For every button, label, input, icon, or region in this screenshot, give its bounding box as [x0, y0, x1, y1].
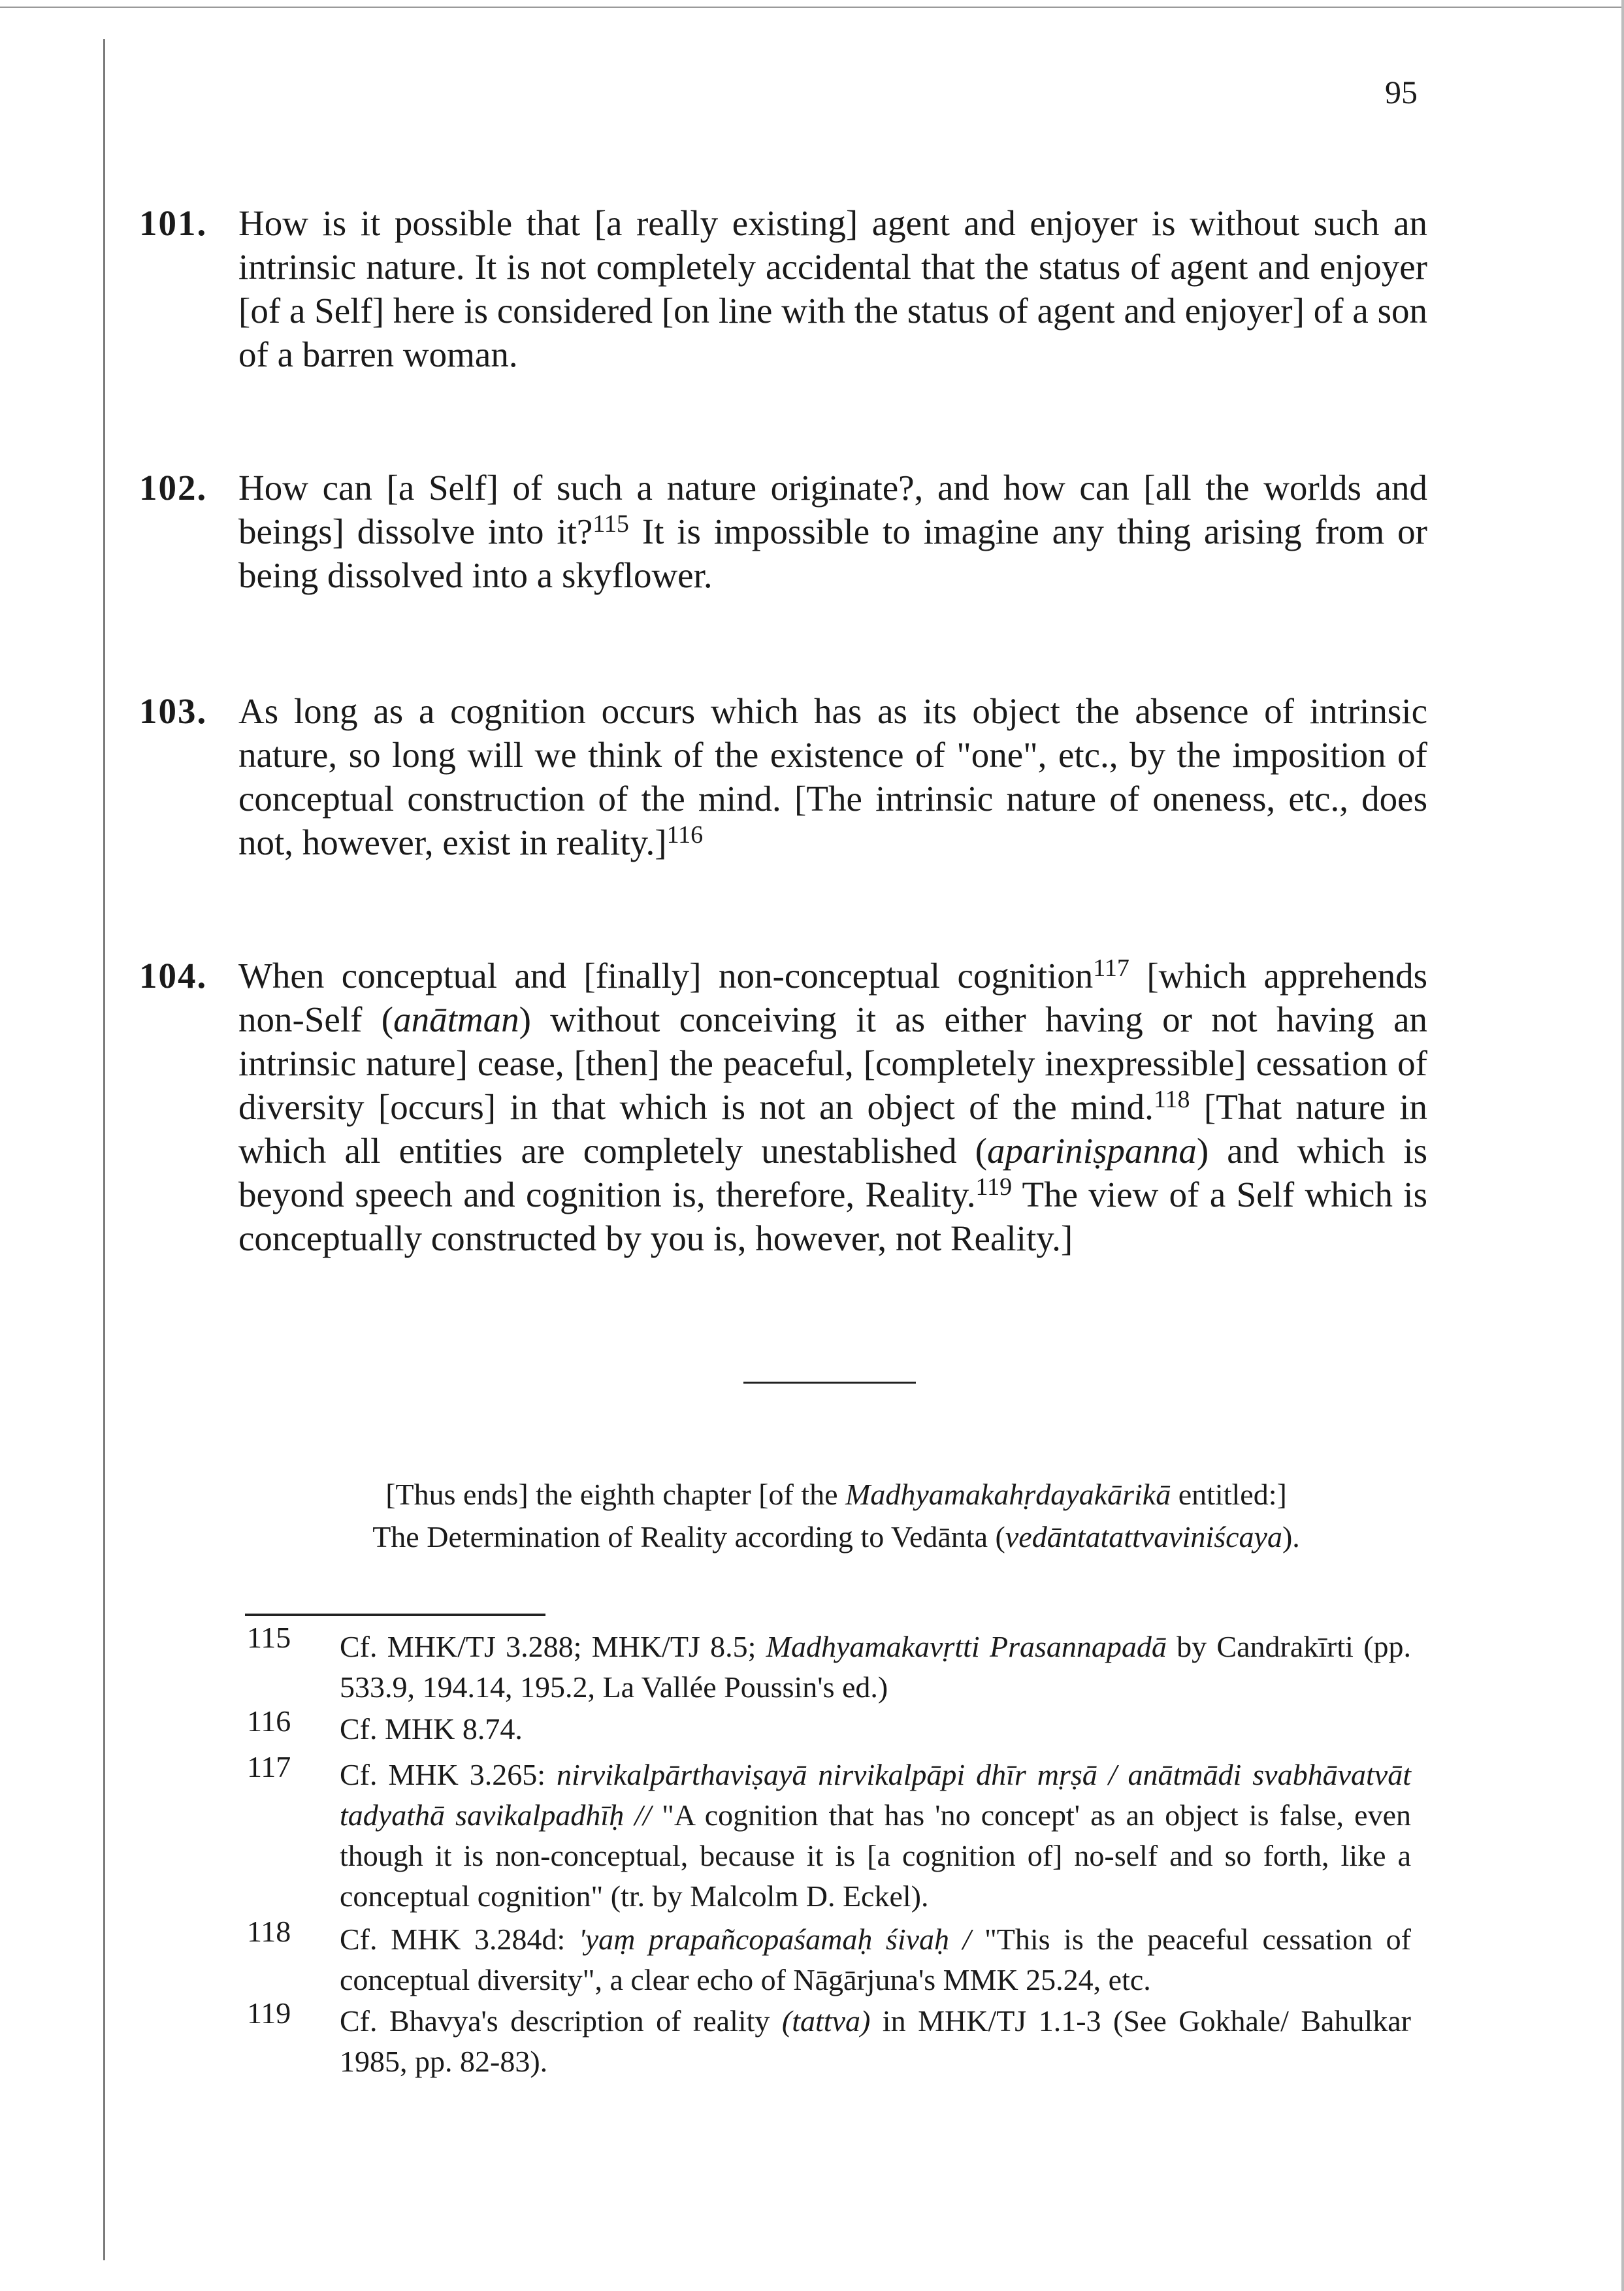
footnote-rule [245, 1614, 545, 1616]
verse-101 [139, 201, 1427, 376]
verse-104 [139, 954, 1428, 1260]
footnote-text: Cf. MHK 8.74. [340, 1712, 523, 1746]
scan-left-edge [103, 39, 105, 2260]
colophon-text: The Determination of Reality according to Vedānta ( [372, 1520, 1005, 1553]
footnote-number: 115 [247, 1621, 291, 1654]
colophon-line-2 [248, 1516, 1424, 1559]
footnote-number: 116 [247, 1704, 291, 1738]
footnote-ref-118: 118 [1153, 1086, 1190, 1113]
footnote-number: 119 [247, 1996, 291, 2030]
footnote-ref-117: 117 [1093, 954, 1129, 982]
verse-text: The view of a Self which is conceptually constructed by you is, however, not Reality.] [238, 1175, 1427, 1258]
verse-102 [139, 466, 1427, 597]
verse-text: It is impossible to imagine any thing arising from or being dissolved into a skyflower. [238, 512, 1427, 595]
verse-text: When conceptual and [finally] non-conceptual cognition [238, 956, 1094, 996]
footnote-number: 118 [247, 1915, 291, 1948]
page-number: 95 [1385, 74, 1418, 110]
footnote-text: Cf. MHK 3.265: [340, 1758, 557, 1791]
footnote-ref-115: 115 [593, 510, 629, 538]
sanskrit-term: apariniṣpanna [987, 1131, 1197, 1171]
scan-right-edge [1621, 0, 1624, 2291]
section-separator [743, 1382, 916, 1384]
footnote-ref-119: 119 [975, 1173, 1013, 1201]
colophon-text: ). [1282, 1520, 1300, 1553]
footnote-119 [340, 2001, 1411, 2082]
footnote-text: by Candrakīrti (pp. 533.9, 194.14, 195.2, La Vallée Poussin's ed.) [340, 1630, 1412, 1704]
footnote-text: Cf. MHK/TJ 3.288; MHK/TJ 8.5; [340, 1630, 766, 1663]
sanskrit-quote: nirvikalpārthaviṣayā nirvikalpāpi dhīr mṛṣā / anātmādi svabhāvatvāt tadyathā savikalpadhīḥ // [340, 1758, 1411, 1832]
colophon-text: [Thus ends] the eighth chapter [of the [385, 1478, 846, 1511]
verse-text: How can [a Self] of such a nature originate?, and how can [all the worlds and beings] dissolve into it? [238, 468, 1427, 551]
footnote-118 [340, 1919, 1411, 2000]
verse-text: ) without conceiving it as either having or not having an intrinsic nature] cease, [then] the peaceful, [completely inexpressible] cessation of diversity [occurs] in that which is not an object of the mind. [238, 999, 1427, 1127]
footnote-115 [340, 1627, 1411, 1708]
footnote-117 [340, 1755, 1411, 1917]
verse-103 [139, 689, 1427, 864]
footnote-number: 117 [247, 1750, 291, 1783]
verse-number: 101. [139, 203, 208, 243]
verse-number: 103. [139, 691, 208, 731]
chapter-title: vedāntatattvaviniścaya [1005, 1520, 1282, 1553]
verse-text: [which apprehends non-Self ( [238, 956, 1427, 1039]
verse-text: How is it possible that [a really existing] agent and enjoyer is without such an intrinsic nature. It is not completely accidental that the status of agent and enjoyer [of a Self] here is considered [on line with the status of agent and enjoyer] of a son of a barren woman. [238, 203, 1427, 374]
verse-number: 104. [139, 956, 208, 996]
scan-top-edge [0, 7, 1624, 8]
colophon-text: entitled:] [1171, 1478, 1287, 1511]
verse-text: [That nature in which all entities are completely unestablished ( [238, 1087, 1427, 1171]
footnote-text: Cf. Bhavya's description of reality [340, 2004, 782, 2038]
sanskrit-quote: 'yaṃ prapañcopaśamaḥ śivaḥ / [578, 1923, 971, 1956]
footnote-text: Cf. MHK 3.284d: [340, 1923, 579, 1956]
work-title: Madhyamakavṛtti Prasannapadā [766, 1630, 1167, 1663]
sanskrit-term: (tattva) [781, 2004, 871, 2038]
sanskrit-term: anātman [393, 999, 519, 1039]
verse-text: ) and which is beyond speech and cognition is, therefore, Reality. [238, 1131, 1428, 1214]
colophon-line-1 [248, 1473, 1424, 1516]
footnote-ref-116: 116 [666, 821, 704, 849]
footnote-text: "This is the peaceful cessation of conceptual diversity", a clear echo of Nāgārjuna's MMK 25.24, etc. [340, 1923, 1411, 1996]
work-title: Madhyamakahṛdayakārikā [845, 1478, 1171, 1511]
verse-text: As long as a cognition occurs which has as its object the absence of intrinsic nature, so long will we think of the existence of "one", etc., by the imposition of conceptual construction of the mind. [The intrinsic nature of oneness, etc., does not, however, exist in reality.] [238, 691, 1427, 862]
footnote-116 [340, 1709, 1411, 1749]
footnote-text: "A cognition that has 'no concept' as an object is false, even though it is non-conceptual, because it is [a cognition of] no-self and so forth, like a conceptual cognition" (tr. by Malcolm D. Eckel). [340, 1798, 1411, 1913]
verse-number: 102. [139, 468, 208, 508]
footnote-text: in MHK/TJ 1.1-3 (See Gokhale/ Bahulkar 1985, pp. 82-83). [340, 2004, 1411, 2078]
